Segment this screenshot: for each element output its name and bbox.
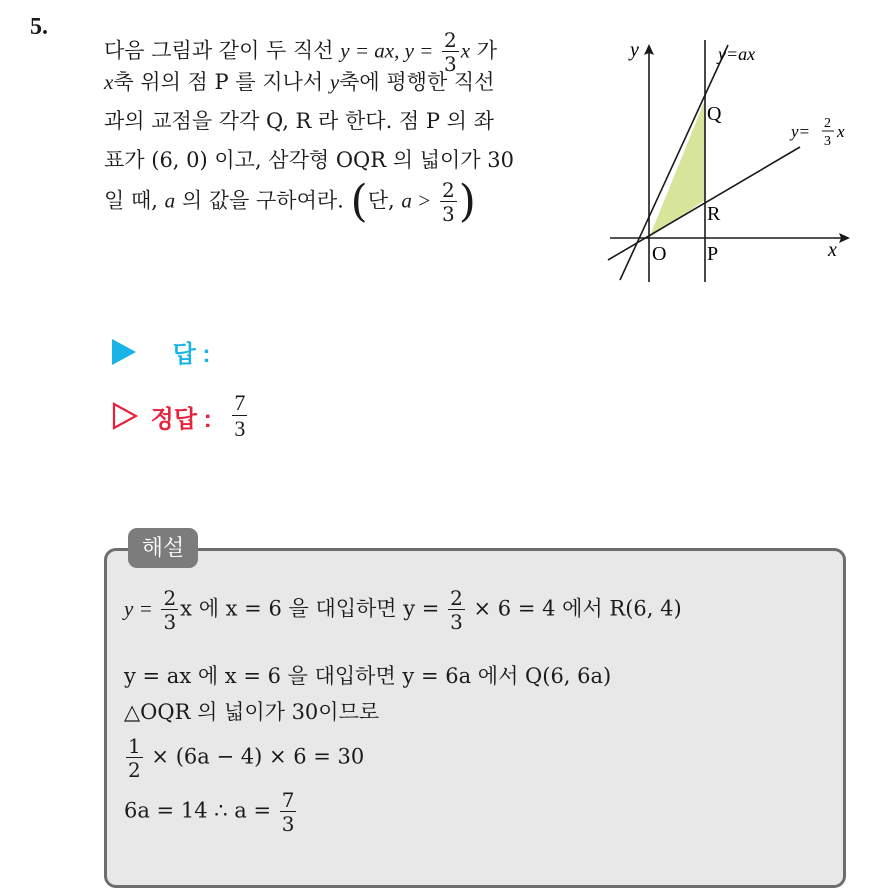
label-line-b-den: 3: [824, 134, 831, 149]
fraction-denominator: 3: [450, 610, 463, 634]
solution-line-5: [124, 790, 298, 834]
question-text: 의 값을 구하여라.: [181, 188, 344, 213]
fraction: [448, 588, 465, 632]
solution-line-2: y = ax 에 x = 6 을 대입하면 y = 6a 에서 Q(6, 6a): [124, 664, 612, 688]
fraction: [126, 736, 143, 780]
coordinate-graph: [600, 30, 870, 290]
solution-tag: 해설: [128, 528, 198, 568]
solution-line-3: △OQR 의 넓이가 30이므로: [124, 700, 380, 724]
correct-answer-label: 정답 :: [150, 405, 212, 433]
label-line-ax: y=ax: [718, 44, 756, 64]
question-line-2: [104, 68, 495, 96]
outline-triangle-icon: [112, 402, 138, 430]
correct-answer-fraction: [232, 392, 247, 440]
question-text: 다음 그림과 같이 두 직선: [104, 38, 334, 63]
right-paren: ): [458, 176, 476, 227]
label-Q: Q: [707, 103, 722, 125]
question-text: 가: [476, 38, 498, 63]
fraction-numerator: 7: [281, 788, 295, 812]
fraction-numerator: 2: [450, 586, 463, 610]
answer-label: 답 :: [172, 341, 211, 368]
question-line-5: [104, 176, 476, 227]
fraction-numerator: 2: [444, 28, 457, 52]
label-y: y: [630, 39, 639, 61]
play-triangle-icon: [112, 339, 136, 365]
equation-text: y =: [124, 596, 153, 621]
fraction-denominator: 3: [163, 610, 177, 634]
fraction-denominator: 3: [441, 202, 455, 226]
equation-text: x 에 x = 6 을 대입하면 y =: [180, 596, 440, 621]
label-P: P: [707, 243, 719, 265]
question-line-4: 표가 (6, 0) 이고, 삼각형 OQR 의 넓이가 30: [104, 148, 514, 172]
question-text: 일 때,: [104, 188, 158, 213]
fraction-numerator: 2: [163, 586, 177, 610]
correct-answer-row: [112, 392, 249, 440]
equation-text: a >: [401, 188, 432, 213]
fraction: [440, 180, 457, 224]
question-line-3: 과의 교점을 각각 Q, R 라 한다. 점 P 의 좌: [104, 109, 494, 133]
fraction-denominator: 3: [444, 52, 457, 76]
fraction-denominator: 2: [128, 758, 141, 782]
solution-line-4: [124, 736, 364, 780]
label-line-b-suffix: x: [837, 122, 845, 141]
label-line-b-num: 2: [824, 116, 831, 131]
fraction-denominator: 3: [281, 812, 295, 836]
question-text: 축 위의 점 P 를 지나서: [113, 70, 324, 94]
label-R: R: [707, 203, 721, 225]
fraction-numerator: 7: [234, 390, 246, 415]
variable: x: [460, 38, 471, 63]
equation-text: 6a = 14 ∴ a =: [124, 798, 272, 823]
equation-text: × 6 = 4 에서 R(6, 4): [473, 596, 682, 621]
fraction: [161, 588, 178, 632]
equation-text: y = ax, y =: [340, 38, 434, 63]
triangle-oqr: [649, 100, 705, 238]
answer-blank-row: [112, 334, 211, 369]
question-text: 축에 평행한 직선: [339, 70, 495, 94]
label-O: O: [652, 243, 667, 265]
variable: a: [164, 188, 176, 213]
left-paren: (: [350, 176, 368, 227]
label-line-b-prefix: y=: [791, 122, 811, 141]
equation-text: × (6a − 4) × 6 = 30: [151, 744, 365, 769]
fraction: [280, 790, 297, 834]
question-number: 5.: [30, 14, 48, 40]
variable: x: [104, 70, 114, 94]
variable: y: [329, 70, 340, 94]
solution-line-1: [124, 588, 682, 632]
question-text: 단,: [367, 188, 395, 213]
fraction-denominator: 3: [234, 416, 246, 441]
label-x: x: [828, 239, 837, 261]
fraction-numerator: 1: [128, 734, 141, 758]
fraction-numerator: 2: [441, 178, 455, 202]
